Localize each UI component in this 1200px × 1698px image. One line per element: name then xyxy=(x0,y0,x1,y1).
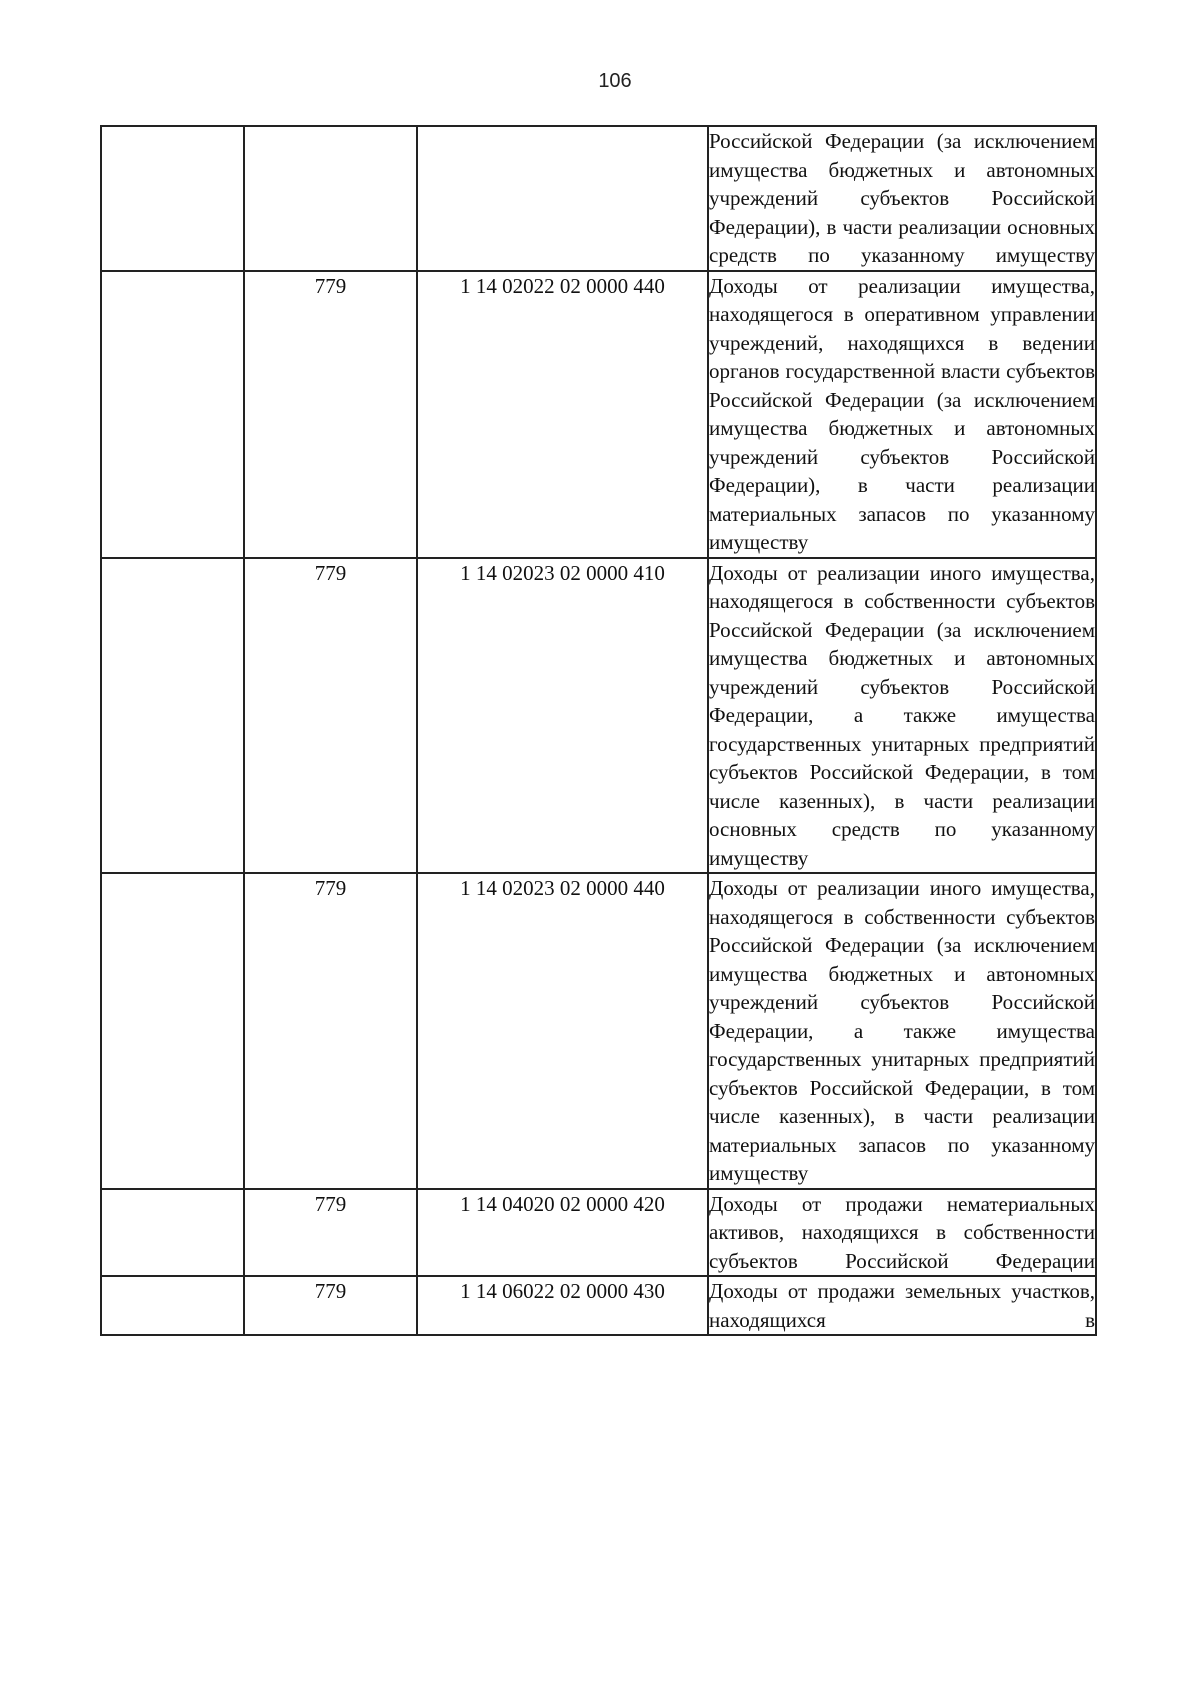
description-cell xyxy=(708,126,1096,271)
admin-code-cell xyxy=(244,126,417,271)
description-text: Доходы от продажи земельных участков, находящихся в xyxy=(709,1279,1095,1332)
kbk-code-cell xyxy=(417,126,708,271)
description-cell xyxy=(708,558,1096,874)
admin-code-cell: 779 xyxy=(244,873,417,1189)
description-cell xyxy=(708,873,1096,1189)
table-row xyxy=(101,558,1096,874)
row-label-cell xyxy=(101,271,244,558)
kbk-code-cell: 1 14 02022 02 0000 440 xyxy=(417,271,708,558)
kbk-code-cell: 1 14 04020 02 0000 420 xyxy=(417,1189,708,1277)
row-label-cell xyxy=(101,873,244,1189)
admin-code-cell: 779 xyxy=(244,271,417,558)
revenue-classification-table xyxy=(100,125,1097,1336)
admin-code-cell: 779 xyxy=(244,558,417,874)
kbk-code-cell: 1 14 02023 02 0000 440 xyxy=(417,873,708,1189)
row-label-cell xyxy=(101,558,244,874)
row-label-cell xyxy=(101,1276,244,1335)
table-row xyxy=(101,1276,1096,1335)
table-row xyxy=(101,873,1096,1189)
admin-code-cell: 779 xyxy=(244,1276,417,1335)
table-row xyxy=(101,271,1096,558)
description-text: Доходы от реализации иного имущества, находящегося в собственности субъектов Российской Федерации (за исключением имущества бюджетных и автономных учреждений субъектов Российской Федерации, а также имущества государственных унитарных предприятий субъектов Российской Федерации, в том числе казенных), в части реализации материальных запасов по указанному имуществу xyxy=(709,876,1095,1185)
row-label-cell xyxy=(101,1189,244,1277)
kbk-code-cell: 1 14 02023 02 0000 410 xyxy=(417,558,708,874)
description-text: Российской Федерации (за исключением имущества бюджетных и автономных учреждений субъектов Российской Федерации), в части реализации основных средств по указанному имуществу xyxy=(709,129,1095,267)
table-row xyxy=(101,126,1096,271)
description-text: Доходы от реализации иного имущества, находящегося в собственности субъектов Российской Федерации (за исключением имущества бюджетных и автономных учреждений субъектов Российской Федерации, а также имущества государственных унитарных предприятий субъектов Российской Федерации, в том числе казенных), в части реализации основных средств по указанному имуществу xyxy=(709,560,1095,870)
description-text: Доходы от реализации имущества, находящегося в оперативном управлении учреждений, находящихся в ведении органов государственной власти субъектов Российской Федерации (за исключением имущества бюджетных и автономных учреждений субъектов Российской Федерации), в части реализации материальных запасов по указанному имуществу xyxy=(709,273,1095,554)
table-row xyxy=(101,1189,1096,1277)
page-number: 106 xyxy=(598,70,632,92)
kbk-code-cell: 1 14 06022 02 0000 430 xyxy=(417,1276,708,1335)
description-cell xyxy=(708,1189,1096,1277)
row-label-cell xyxy=(101,126,244,271)
description-text: Доходы от продажи нематериальных активов, находящихся в собственности субъектов Российской Федерации xyxy=(709,1191,1095,1273)
description-cell xyxy=(708,271,1096,558)
description-cell xyxy=(708,1276,1096,1335)
admin-code-cell: 779 xyxy=(244,1189,417,1277)
